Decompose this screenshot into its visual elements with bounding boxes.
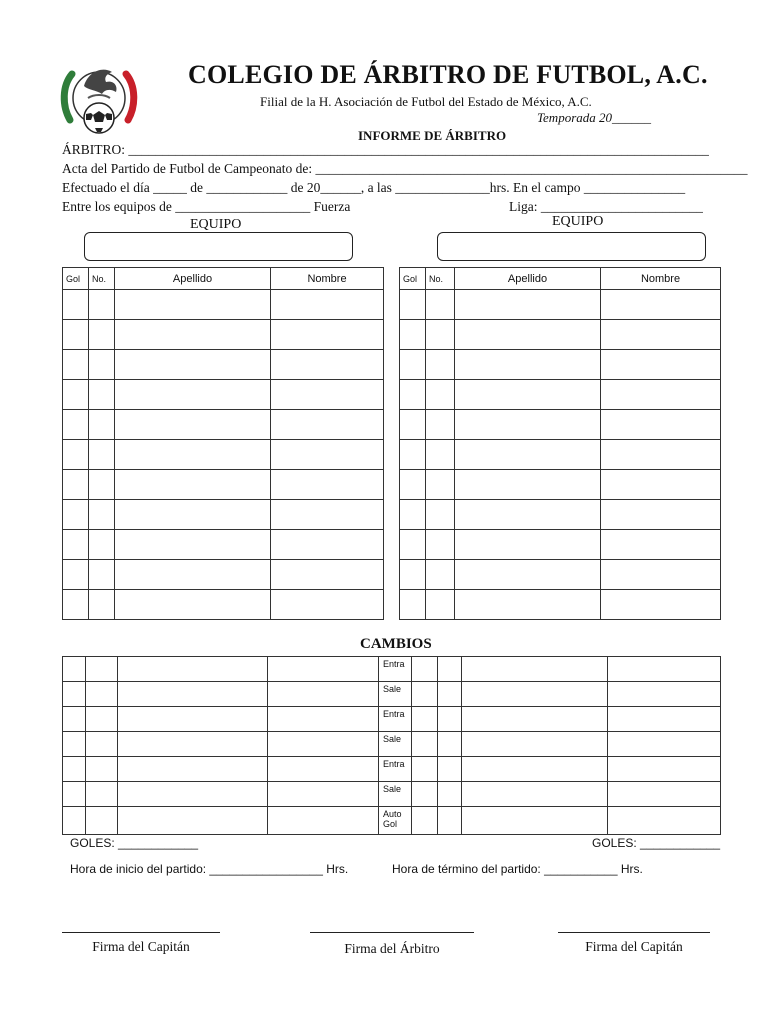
table-row[interactable] (400, 290, 721, 320)
signature-line-referee[interactable] (310, 932, 474, 933)
header-apellido: Apellido (455, 268, 601, 290)
table-row[interactable] (63, 530, 384, 560)
header-nombre: Nombre (601, 268, 721, 290)
table-row[interactable] (63, 320, 384, 350)
table-row[interactable] (400, 470, 721, 500)
table-row[interactable] (400, 440, 721, 470)
table-row[interactable] (400, 350, 721, 380)
team-label-right: EQUIPO (552, 214, 604, 229)
match-record-field[interactable]: Acta del Partido de Futbol de Campeonato de: ________________________________________________________________ (62, 161, 748, 176)
change-label: Entra (379, 657, 412, 682)
league-field[interactable]: Liga: ________________________ (509, 199, 703, 214)
header-apellido: Apellido (115, 268, 271, 290)
goals-left-field[interactable]: GOLES: ____________ (70, 836, 199, 850)
team-name-box-right[interactable] (437, 232, 706, 261)
table-row[interactable] (63, 657, 721, 682)
table-row[interactable] (63, 757, 721, 782)
table-row[interactable] (63, 707, 721, 732)
change-label: Entra (379, 707, 412, 732)
table-row[interactable] (63, 440, 384, 470)
table-row[interactable] (400, 410, 721, 440)
table-row[interactable] (400, 590, 721, 620)
signature-label-captain-left: Firma del Capitán (92, 939, 190, 954)
table-row[interactable] (63, 732, 721, 757)
header-no: No. (89, 268, 115, 290)
team-name-box-left[interactable] (84, 232, 353, 261)
table-row[interactable] (400, 500, 721, 530)
changes-title: CAMBIOS (360, 636, 432, 652)
change-label: Sale (379, 782, 412, 807)
date-time-field[interactable]: Efectuado el día _____ de ____________ de 20______, a las ______________hrs. En el campo _______________ (62, 180, 686, 195)
table-row[interactable] (63, 380, 384, 410)
change-label: Entra (379, 757, 412, 782)
form-title: COLEGIO DE ÁRBITRO DE FUTBOL, A.C. (188, 60, 708, 89)
end-time-field[interactable]: Hora de término del partido: ___________ Hrs. (392, 862, 643, 876)
table-row[interactable] (400, 560, 721, 590)
table-row[interactable] (63, 782, 721, 807)
table-row[interactable] (400, 320, 721, 350)
table-row[interactable] (63, 590, 384, 620)
signature-label-captain-right: Firma del Capitán (585, 939, 683, 954)
changes-table (62, 656, 721, 835)
report-title: INFORME DE ÁRBITRO (358, 128, 507, 143)
table-row[interactable] (63, 470, 384, 500)
table-row[interactable] (400, 380, 721, 410)
table-row[interactable] (400, 530, 721, 560)
table-row[interactable] (63, 350, 384, 380)
header-no: No. (426, 268, 455, 290)
header-nombre: Nombre (271, 268, 384, 290)
header-gol: Gol (400, 268, 426, 290)
auto-goal-label: Auto Gol (379, 807, 412, 835)
table-row[interactable] (63, 410, 384, 440)
table-row[interactable] (63, 500, 384, 530)
signature-line-captain-left[interactable] (62, 932, 220, 933)
table-row[interactable] (63, 807, 721, 835)
change-label: Sale (379, 732, 412, 757)
table-row[interactable] (63, 682, 721, 707)
table-row[interactable] (63, 290, 384, 320)
teams-field[interactable]: Entre los equipos de ____________________ Fuerza (62, 199, 351, 214)
team-label-left: EQUIPO (190, 217, 242, 232)
signature-label-referee: Firma del Árbitro (344, 941, 440, 956)
mexico-football-eagle-shield-icon (58, 58, 140, 138)
start-time-field[interactable]: Hora de inicio del partido: _________________ Hrs. (70, 862, 349, 876)
change-label: Sale (379, 682, 412, 707)
season-field[interactable]: Temporada 20______ (537, 110, 652, 125)
roster-table-left (62, 267, 384, 620)
header-gol: Gol (63, 268, 89, 290)
roster-table-right (399, 267, 721, 620)
referee-field[interactable]: ÁRBITRO: ______________________________________________________________________________________ (62, 142, 709, 157)
table-row[interactable] (63, 560, 384, 590)
signature-line-captain-right[interactable] (558, 932, 710, 933)
goals-right-field[interactable]: GOLES: ____________ (592, 836, 721, 850)
form-subtitle: Filial de la H. Asociación de Futbol del Estado de México, A.C. (260, 94, 592, 109)
